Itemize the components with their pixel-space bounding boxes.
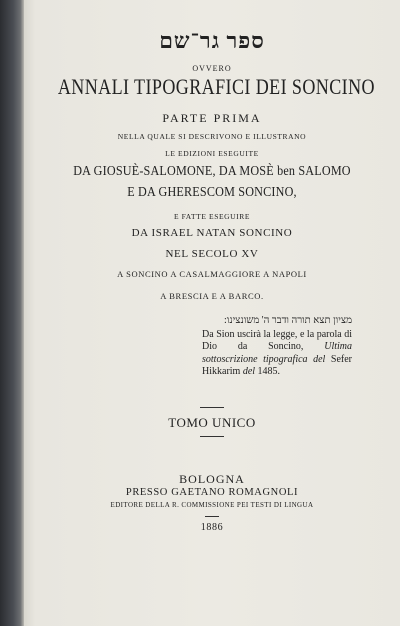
title-page — [24, 0, 400, 626]
imprint-publisher: PRESSO GAETANO ROMAGNOLI — [125, 487, 299, 498]
epigraph-text-1: Da Sion uscirà la legge, e la parola di Dio da Soncino, — [202, 328, 352, 352]
epigraph-italic-2: del — [242, 366, 256, 377]
imprint-city: BOLOGNA — [179, 472, 245, 486]
epigraph-translation — [202, 329, 352, 379]
imprint-year: 1886 — [200, 522, 224, 533]
subtitle-line-1: NELLA QUALE SI DESCRIVONO E ILLUSTRANO — [117, 132, 307, 141]
places-line-2: A BRESCIA E A BARCO. — [160, 291, 264, 301]
century-line: NEL SECOLO XV — [165, 248, 259, 260]
parte-label: PARTE PRIMA — [162, 111, 262, 125]
epigraph — [202, 315, 352, 379]
imprint-editore: EDITORE DELLA R. COMMISSIONE PEI TESTI DI LINGUA — [110, 501, 314, 509]
subtitle-line-3: E FATTE ESEGUIRE — [173, 212, 251, 221]
book-binding — [0, 0, 24, 626]
subtitle-line-2: LE EDIZIONI ESEGUITE — [165, 149, 259, 158]
printers-line-1: DA GIOSUÈ-SALOMONE, DA MOSÈ ben SALOMO — [73, 163, 351, 178]
epigraph-italic: Ultima sottoscrizione tipografica del — [202, 341, 352, 365]
epigraph-hebrew: מציון תצא תורה ודבר ה' משונצינו: — [224, 315, 352, 326]
volume-label: TOMO UNICO — [168, 415, 256, 430]
divider-top — [200, 407, 224, 408]
main-title: ANNALI TIPOGRAFICI DEI SONCINO — [57, 74, 375, 99]
epigraph-text-3: 1485. — [255, 366, 281, 377]
printers-line-2: E DA GHERESCOM SONCINO, — [127, 184, 297, 199]
printers-line-3: DA ISRAEL NATAN SONCINO — [131, 227, 293, 239]
ovvero-label: OVVERO — [192, 64, 232, 73]
places-line-1: A SONCINO A CASALMAGGIORE A NAPOLI — [117, 269, 307, 279]
divider-bottom — [200, 436, 224, 437]
hebrew-title: ספר גר־שם — [159, 28, 265, 53]
divider-year — [205, 516, 219, 517]
epigraph-text-2: Sefer Hikkarim — [202, 353, 352, 377]
